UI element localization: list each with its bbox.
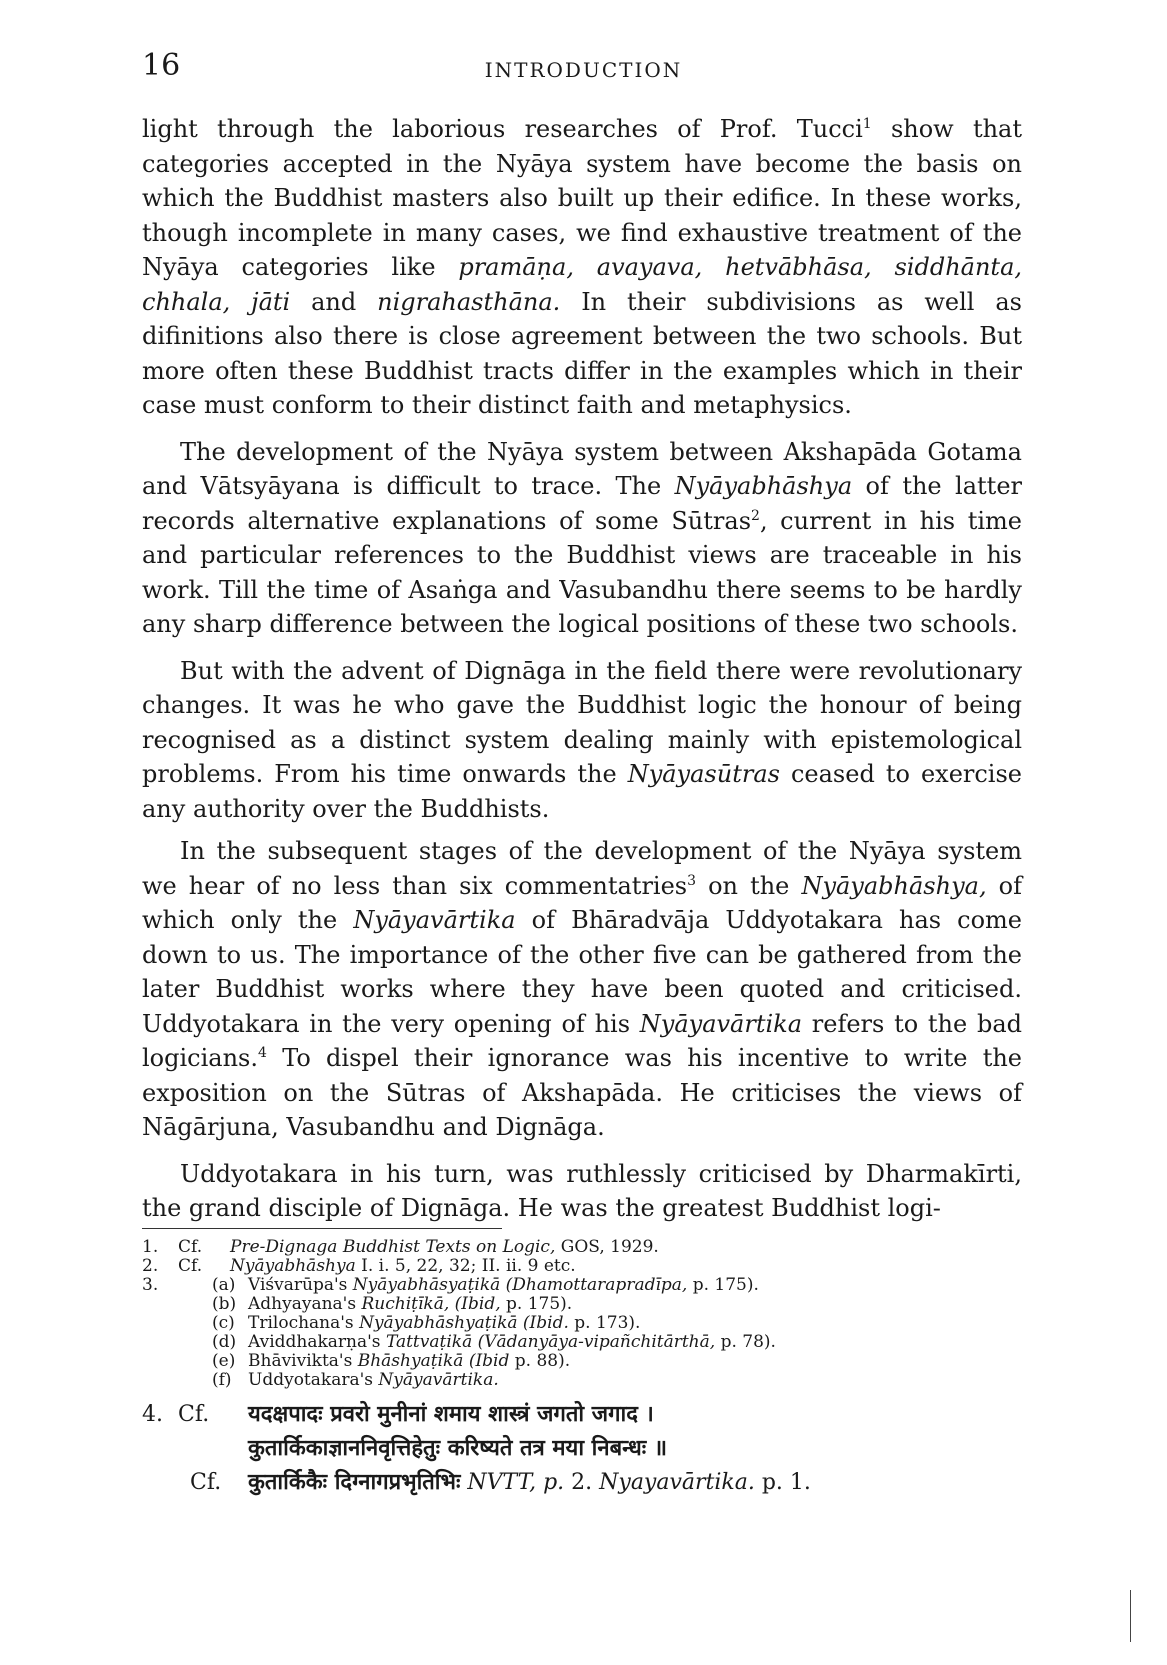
footnote-3-item: (c) Trilochana's Nyāyabhāshyaṭikā (Ibid. p. 173).	[212, 1313, 641, 1333]
footnote-3-item: (e) Bhāvivikta's Bhāshyaṭikā (Ibid p. 88).	[212, 1351, 571, 1371]
footnote-ref-1: 1	[862, 116, 872, 132]
paragraph-4: In the subsequent stages of the development of the Nyāya system we hear of no less than six commentatries$^3$ on the Nyāyabhāshya, of which only the Nyāyavārtika of Bhāradvāja Uddyotakara has come down to us. The importance of the other five can be gathered from the later Buddhist works where they have been quoted and criticised. Uddyotakara in the very opening of his Nyāyavārtika refers to the bad logicians.$^4$ To dispel their ignorance was his incentive to write the exposition on the Sūtras of Akshapāda. He criticises the views of Nāgārjuna, Vasubandhu and Dignāga.	[142, 837, 1023, 1141]
footnote-ref-2: 2	[751, 507, 760, 524]
footnote-3-item: (d) Aviddhakarṇa's Tattvaṭikā (Vādanyāya-vipañchitārthā, p. 78).	[212, 1332, 776, 1352]
footnote-3: 3. (a) Viśvarūpa's Nyāyabhāsyaṭikā (Dhamottarapradīpa, p. 175). (b) Adhyayana's Ruchiṭīkā, (Ibid, p. 175). (c) Trilochana's Nyāyabhāshyaṭikā (Ibid. p. 173). (d) Aviddhakarṇa's Tattvaṭikā (Vādanyāya-vipañchitārthā, p. 78). (e) Bhāvivikta's Bhāshyaṭikā (Ibid p. 88). (f) Uddyotakara's Nyāyavārtika.	[142, 1276, 1022, 1390]
footnotes	[142, 1238, 1022, 1500]
sanskrit-verse-line-1: यदक्षपादः प्रवरो मुनीनां शमाय शास्त्रं जगतो जगाद ।	[248, 1402, 654, 1427]
paragraph-5: Uddyotakara in his turn, was ruthlessly criticised by Dharmakīrti, the grand disciple of Dignāga. He was the greatest Buddhist logi-	[142, 1159, 1022, 1222]
sanskrit-verse-line-2: कुतार्किकाज्ञाननिवृत्तिहेतुः करिष्यते तत्र मया निबन्धः ॥	[248, 1436, 668, 1461]
footnote-ref-4: 4	[258, 1045, 267, 1061]
page-number: 16	[142, 48, 181, 83]
footnote-3-item: (f) Uddyotakara's Nyāyavārtika.	[212, 1370, 499, 1390]
paragraph-3: But with the advent of Dignāga in the field there were revolutionary changes. It was he who gave the Buddhist logic the honour of being recognised as a distinct system dealing mainly with epistemological problems. From his time onwards the Nyāyasūtras ceased to exercise any authority over the Buddhists.	[142, 656, 1023, 823]
footnote-divider	[142, 1228, 502, 1229]
running-title: INTRODUCTION	[484, 58, 683, 82]
body-text	[142, 112, 1022, 1238]
footnote-2: 2. Cf. Nyāyabhāshya I. i. 5, 22, 32; II. ii. 9 etc.	[142, 1256, 576, 1276]
footnote-4: 4. Cf. यदक्षपादः प्रवरो मुनीनां शमाय शास्त्रं जगतो जगाद । कुतार्किकाज्ञाननिवृत्तिहेतुः करिष्यते तत्र मया निबन्धः ॥ Cf. कुतार्किकैः दिग्नागप्रभृतिभिः NVTT, p. 2. Nyayavārtika. p. 1.	[142, 1398, 1022, 1500]
footnote-3-item: (b) Adhyayana's Ruchiṭīkā, (Ibid, p. 175).	[212, 1294, 573, 1314]
footnote-1: 1. Cf. Pre-Dignaga Buddhist Texts on Logic, GOS, 1929.	[142, 1237, 659, 1257]
paragraph-2: The development of the Nyāya system between Akshapāda Gotama and Vātsyāyana is difficult to trace. The Nyāyabhāshya of the latter records alternative explanations of some Sūtras$^2$, current in his time and particular references to the Buddhist views are traceable in his work. Till the time of Asaṅga and Vasubandhu there seems to be hardly any sharp difference between the logical positions of these two schools.	[142, 437, 1023, 638]
footnote-ref-3: 3	[687, 872, 697, 889]
margin-mark	[1130, 1590, 1131, 1642]
paragraph-1: light through the laborious researches of Prof. Tucci$^1$ show that categories accepted in the Nyāya system have become the basis on which the Buddhist masters also built up their edifice. In these works, though incomplete in many cases, we find exhaustive treatment of the Nyāya categories like pramāṇa, avayava, hetvābhāsa, siddhānta, chhala, jāti and nigrahasthāna. In their subdivisions as well as difinitions also there is close agreement between the two schools. But more often these Buddhist tracts differ in the examples which in their case must conform to their distinct faith and metaphysics.	[142, 115, 1023, 419]
sanskrit-citation: कुतार्किकैः दिग्नागप्रभृतिभिः	[248, 1470, 461, 1495]
